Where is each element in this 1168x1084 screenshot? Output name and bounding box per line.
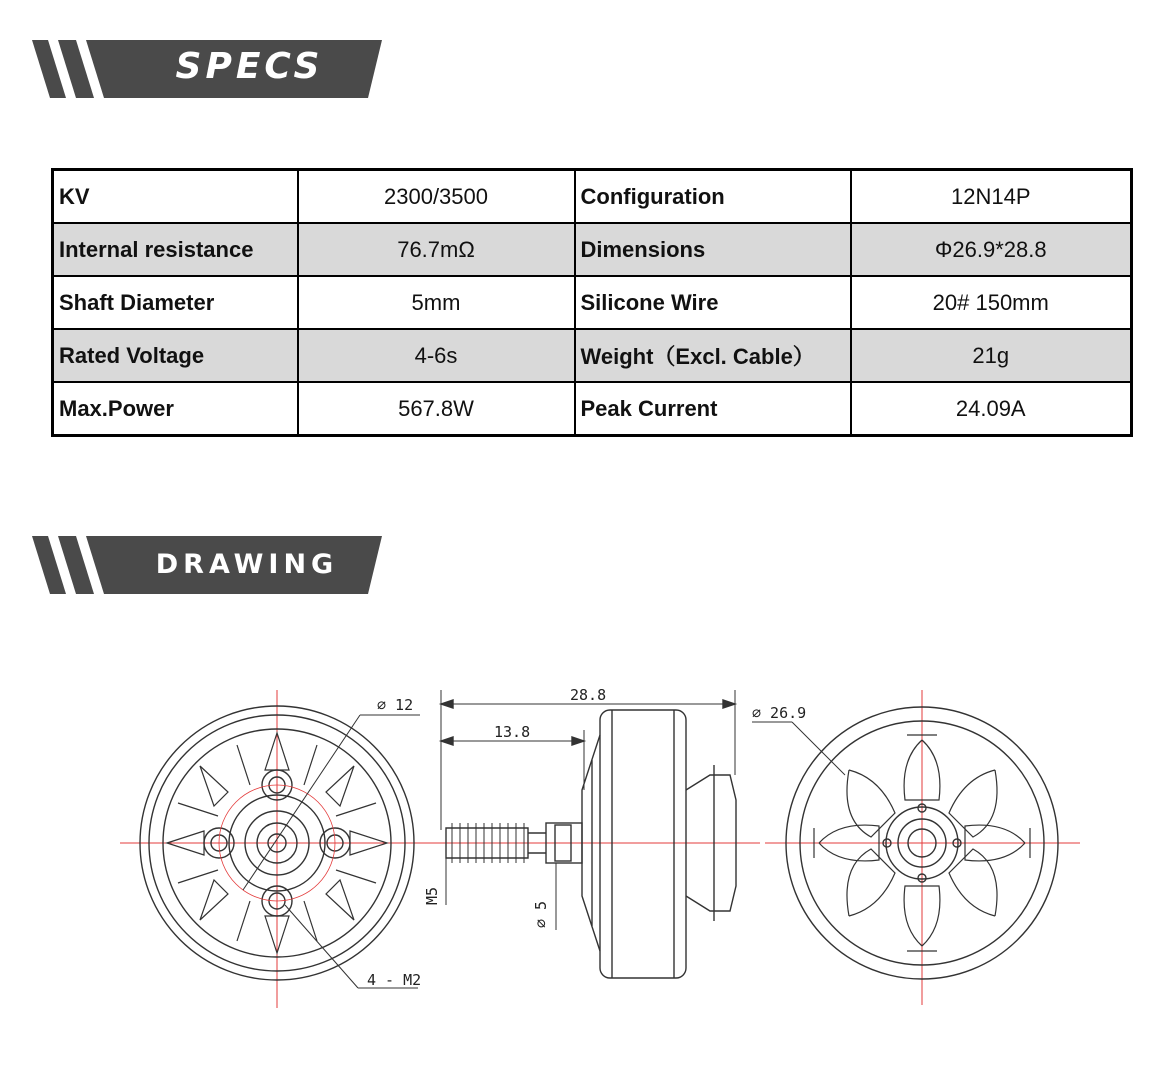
drawing-title: DRAWING xyxy=(155,549,339,580)
rear-view xyxy=(752,690,1080,1005)
spec-value: 5mm xyxy=(298,276,575,329)
drawing-banner xyxy=(32,536,382,594)
table-row xyxy=(53,223,1132,276)
spec-value: 24.09A xyxy=(851,382,1132,436)
shaft-diameter-dim-label: ∅ 5 xyxy=(532,900,550,928)
spec-label: Silicone Wire xyxy=(575,276,851,329)
spec-value: 12N14P xyxy=(851,170,1132,224)
total-length-dim-label: 28.8 xyxy=(570,686,607,704)
spec-label: Weight（Excl. Cable） xyxy=(575,329,851,382)
mount-holes-dim-label: 4 - M2 xyxy=(367,971,422,989)
spec-label: KV xyxy=(53,170,298,224)
specs-table xyxy=(51,168,1133,437)
spec-value: Φ26.9*28.8 xyxy=(851,223,1132,276)
spec-value: 2300/3500 xyxy=(298,170,575,224)
table-row xyxy=(53,329,1132,382)
spec-label: Shaft Diameter xyxy=(53,276,298,329)
spec-label: Internal resistance xyxy=(53,223,298,276)
front-view xyxy=(120,690,435,1008)
motor-technical-drawing xyxy=(0,640,1168,1060)
spec-value: 4-6s xyxy=(298,329,575,382)
thread-dim-label: M5 xyxy=(423,886,441,905)
spec-value: 567.8W xyxy=(298,382,575,436)
spec-label: Dimensions xyxy=(575,223,851,276)
spec-value: 76.7mΩ xyxy=(298,223,575,276)
spec-label: Max.Power xyxy=(53,382,298,436)
table-row xyxy=(53,170,1132,224)
spec-label: Rated Voltage xyxy=(53,329,298,382)
side-view xyxy=(420,690,760,978)
spec-value: 20# 150mm xyxy=(851,276,1132,329)
spec-label: Peak Current xyxy=(575,382,851,436)
specs-banner xyxy=(32,40,382,98)
specs-title: SPECS xyxy=(175,46,324,87)
spec-value: 21g xyxy=(851,329,1132,382)
table-row xyxy=(53,382,1132,436)
spec-label: Configuration xyxy=(575,170,851,224)
shaft-length-dim-label: 13.8 xyxy=(494,723,531,741)
bolt-circle-dim-label: ∅ 12 xyxy=(377,696,414,714)
table-row xyxy=(53,276,1132,329)
outer-diameter-dim-label: ∅ 26.9 xyxy=(752,704,807,722)
